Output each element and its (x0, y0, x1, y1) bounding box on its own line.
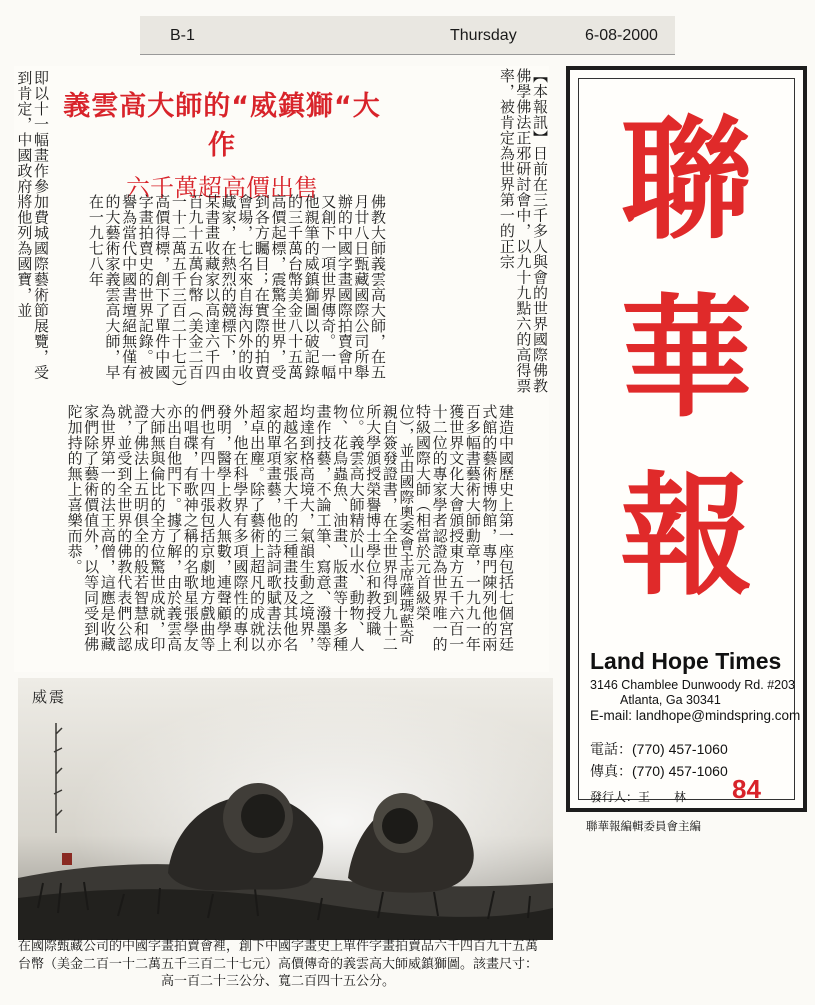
painting-seal-title: 威震 (32, 688, 67, 706)
artist-seal (62, 853, 72, 865)
header-day: Thursday (450, 27, 517, 44)
phone-number: 電話：(770) 457-1060 (590, 741, 728, 757)
issue-number: 84 (732, 774, 761, 804)
article-column-bottom: 建造中國歷史上第一座包括七個宮廷式館的藝術博物館，專門陳列他的兩百多幅書藝術大師勳章，一九九一年獲世界文化大會頒授東方五千六百一十二位的專家學者認證為世界唯一的特級國際大師（相當於元首級榮位），並由國際奧委會主席薩瑪藍奇親自簽發證書，在全世界得到九十二所大學頒授榮譽博士學位和教授職位。義雲高大師精於山水、動物、人物、花鳥蟲魚、油畫、版畫等十多種畫作技藝，不論工筆、寫意、潑墨等均達到格高境大，氣韻生動之境界，超越名家張大千的三種畫技及其他名家的單項畫藝，他的詩詞歌賦書法亦超卓出塵。除了藝術上超凡的成就以外，他在科學界有多項國際性的專利發明，醫學上救人無數，連聲顧學上們也有四十四張包括京劇地方戲曲等的唱碟，有歌神之稱的名歌星張學友亦出自他門下。據了解，由於義雲高大師無與倫比的全方位驚世成就，印證了佛法上五明俱全的般若智慧和成就，並受到全世界的佛教代表們公認為世界第一的法王高僧，這應是收藏家們除了藝術價值外，以等同受到佛陀加持的無上喜樂而恭。 (65, 404, 515, 652)
email-address: E-mail: landhope@mindspring.com (590, 708, 801, 723)
headline-subtitle: 六千萬超高價出售 (126, 174, 318, 202)
masthead-logo (570, 92, 803, 626)
page-header-strip (140, 16, 675, 55)
headline-block (62, 84, 382, 203)
logo-char-1: 聯 (620, 103, 753, 258)
logo-char-2: 華 (620, 281, 753, 436)
logo-char-3: 報 (620, 459, 753, 614)
header-date: 6-08-2000 (585, 27, 658, 44)
page-number: B-1 (170, 27, 195, 44)
masthead-english-name: Land Hope Times (590, 648, 782, 674)
editorial-credit: 聯華報編輯委員會主編 (586, 819, 701, 833)
article-column-right: 【本報訊】日前在三千多人與會的世界國際佛教佛學佛法正邪研討會中，以九十九點六的高得票率，被肯定為世界第一的正宗 (497, 68, 549, 394)
publisher-line: 發行人：王 林 (590, 790, 687, 804)
address-line-2: Atlanta, Ga 30341 (620, 693, 721, 707)
lion-painting-image (18, 678, 553, 940)
article-column-left: 即以十一幅畫作參加費城國際藝術節展覽，受到肯定，中國政府將他列為國寶，並 (15, 70, 50, 380)
address-line-1: 3146 Chamblee Dunwoody Rd. #203 (590, 678, 795, 692)
masthead-contacts (590, 738, 728, 782)
masthead-address (590, 678, 800, 723)
headline-title: 義雲高大師的“威鎮獅“大作 (63, 91, 381, 161)
article-column-middle: 佛教大師義雲高大師，在五月廿八日甄藏國際公司所舉辦的中國字畫國際拍賣會中又創下一項世界傳奇。一幅他親筆的威鎮獅圖以破記錄的三千萬台幣美金八十五萬高價起標，震驚全世界，受到各方矚目；在實際的拍賣會場，七名來自海內外的收藏家，在熱烈的競標下，由某書畫收藏家以高達六千四百九十五萬台幣（美金二百一十二萬五千三百二十七元）高價得標，創下了單件中國字畫拍賣史的世界記錄。被譽為當代中國書壇絕無僅有的大藝術家義雲高大師，早在一九七八年 (86, 194, 387, 388)
photo-caption: 在國際甄藏公司的中國字畫拍賣會裡，創下中國字畫史上單件字畫拍賣品六千四百九十五萬台幣（美金二百一十二萬五千三百二十七元）高價傳奇的義雲高大師威鎮獅圖。該畫尺寸：高一百二十三公分、寬二百四十五公分。 (18, 939, 539, 989)
lion-painting-photo (18, 678, 553, 940)
fax-number: 傳真：(770) 457-1060 (590, 763, 728, 779)
article (14, 66, 549, 672)
masthead (566, 66, 807, 833)
